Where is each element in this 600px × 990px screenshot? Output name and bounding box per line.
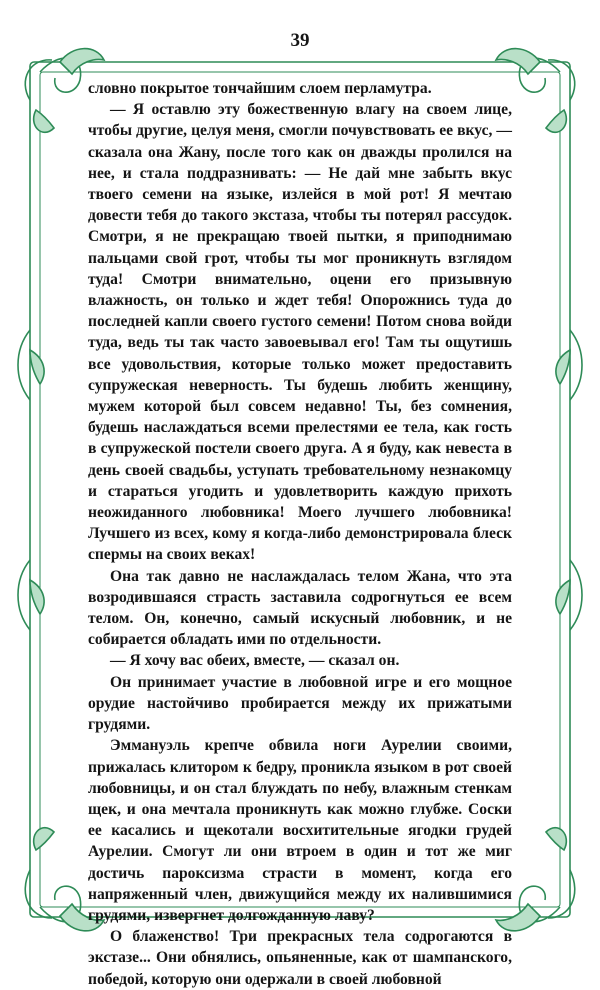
paragraph-7: О блаженство! Три прекрасных тела содрогаются в экстазе... Они обнялись, опьяненные, как от шампанского, победой, которую они одержали в своей любовной: [88, 928, 512, 988]
paragraph-6: Эммануэль крепче обвила ноги Аурелии своими, прижалась клитором к бедру, проникла языком в рот своей любовницы, и он стал блуждать по небу, влажным стенкам щек, и она мечтала проникнуть как можно глубже. Соски ее касались и щекотали восхитительные ягодки грудей Аурелии. Смогут ли они втроем в один и тот же миг достичь пароксизма страсти в момент, когда его напряженный член, движущийся между их налившимися грудями, извергнет долгожданную лаву?: [88, 737, 512, 924]
paragraph-2: — Я оставлю эту божественную влагу на своем лице, чтобы другие, целуя меня, смогли почувствовать ее вкус, — сказала она Жану, после того как он дважды пролился на нее, и стала поддразнивать: — Не дай мне забыть вкус твоего семени на языке, излейся в мой рот! Я мечтаю довести тебя до такого экстаза, чтобы ты потерял рассудок. Смотри, я не прекращаю твоей пытки, я приподнимаю пальцами свой грот, чтобы ты мог проникнуть взглядом туда! Смотри внимательно, оцени его призывную влажность, он только и ждет тебя! Опорожнись туда до последней капли своего густого семени! Потом снова войди туда, ведь ты так часто завоевывал его! Там ты ощутишь все удовольствия, которые только может предоставить супружеская неверность. Ты будешь любить женщину, мужем которой был совсем недавно! Ты, без сомнения, будешь наслаждаться всеми прелестями ее тела, как гость в супружеской постели своего друга. А я буду, как невеста в день своей свадьбы, уступать требовательному незнакомцу и стараться угодить и удовлетворить каждую прихоть неожиданного любовника! Моего лучшего любовника! Лучшего из всех, кому я когда-либо демонстрировала блеск спермы на своих веках!: [88, 101, 512, 564]
paragraph-4: — Я хочу вас обеих, вместе, — сказал он.: [110, 652, 400, 670]
body-text: [88, 78, 512, 990]
paragraph-3: Она так давно не наслаждалась телом Жана, что эта возродившаяся страсть заставила содрогнуться ее всем телом. Он, конечно, самый искусный любовник, и не собирается обладать ими по отдельности.: [88, 567, 512, 649]
paragraph-5: Он принимает участие в любовной игре и его мощное орудие настойчиво пробирается между их прижатыми грудями.: [88, 673, 512, 734]
paragraph-1: словно покрытое тончайшим слоем перламутра.: [88, 80, 432, 97]
page-number: 39: [290, 30, 310, 51]
